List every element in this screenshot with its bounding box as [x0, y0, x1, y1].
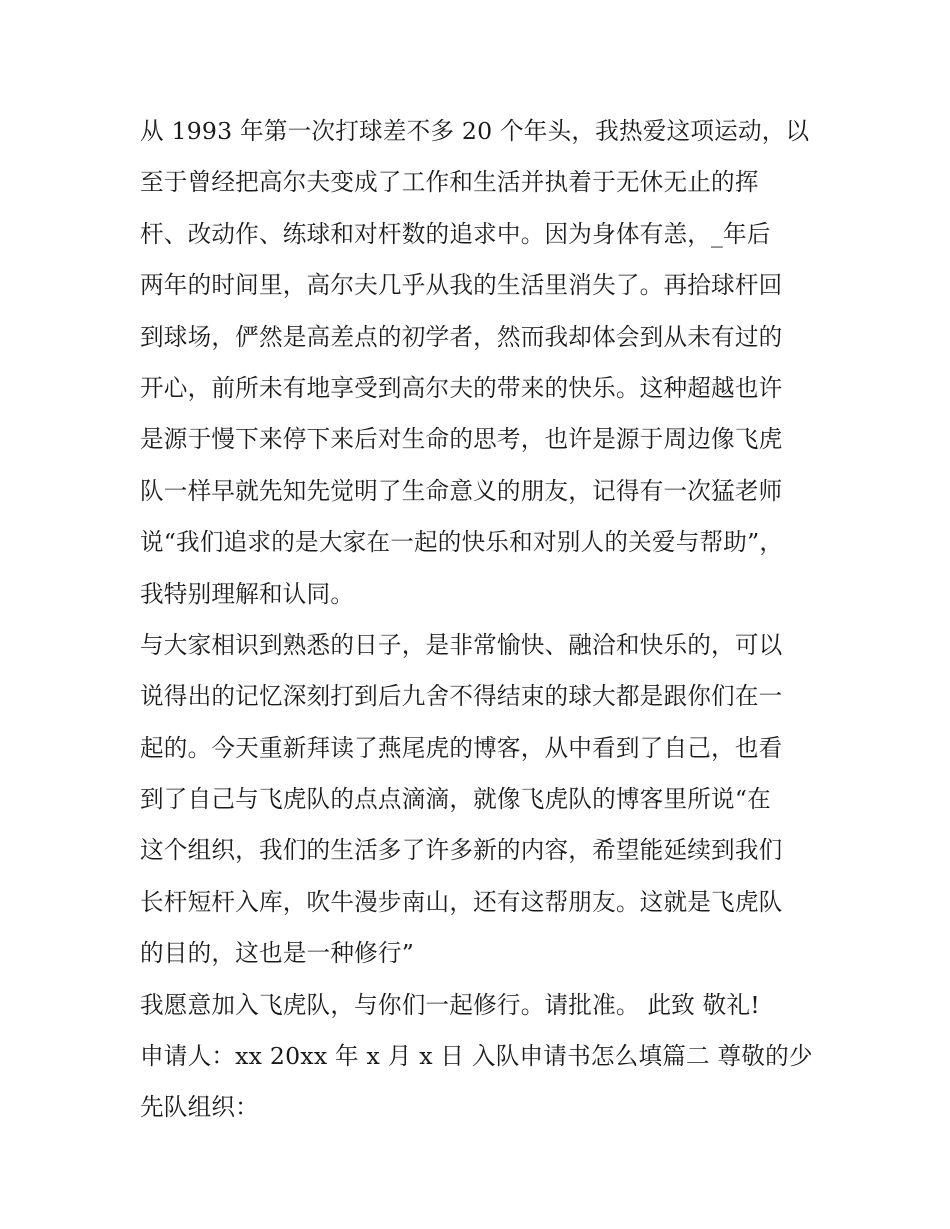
text-line: 说“我们追求的是大家在一起的快乐和对别人的关爱与帮助”，	[140, 528, 784, 557]
text-line: 的目的，这也是一种修行”	[140, 939, 414, 968]
text-line: 这个组织，我们的生活多了许多新的内容，希望能延续到我们	[140, 836, 783, 865]
text-line: 申请人：xx 20xx 年 x 月 x 日 入队申请书怎么填篇二 尊敬的少	[140, 1042, 813, 1071]
text-line: 我愿意加入飞虎队，与你们一起修行。请批准。 此致 敬礼!	[140, 990, 760, 1019]
text-line: 到了自己与飞虎队的点点滴滴，就像飞虎队的博客里所说“在	[140, 785, 771, 814]
text-line: 长杆短杆入库，吹牛漫步南山，还有这帮朋友。这就是飞虎队	[140, 887, 783, 916]
text-line: 杆、改动作、练球和对杆数的追求中。因为身体有恙，_年后	[140, 219, 771, 248]
text-line: 开心，前所未有地享受到高尔夫的带来的快乐。这种超越也许	[140, 373, 783, 402]
text-line: 到球场，俨然是高差点的初学者，然而我却体会到从未有过的	[140, 322, 783, 351]
text-line: 先队组织：	[140, 1093, 259, 1122]
text-line: 两年的时间里，高尔夫几乎从我的生活里消失了。再拾球杆回	[140, 271, 783, 300]
text-line: 起的。今天重新拜读了燕尾虎的博客，从中看到了自己，也看	[140, 733, 783, 762]
text-line: 是源于慢下来停下来后对生命的思考，也许是源于周边像飞虎	[140, 425, 783, 454]
text-line: 队一样早就先知先觉明了生命意义的朋友，记得有一次猛老师	[140, 476, 783, 505]
text-line: 至于曾经把高尔夫变成了工作和生活并执着于无休无止的挥	[140, 168, 759, 197]
text-line: 说得出的记忆深刻打到后九舍不得结束的球大都是跟你们在一	[140, 682, 783, 711]
text-line: 我特别理解和认同。	[140, 579, 355, 608]
text-line: 从 1993 年第一次打球差不多 20 个年头，我热爱这项运动，以	[140, 117, 810, 145]
text-line: 与大家相识到熟悉的日子，是非常愉快、融洽和快乐的，可以	[140, 630, 783, 659]
document-body	[140, 106, 820, 1134]
